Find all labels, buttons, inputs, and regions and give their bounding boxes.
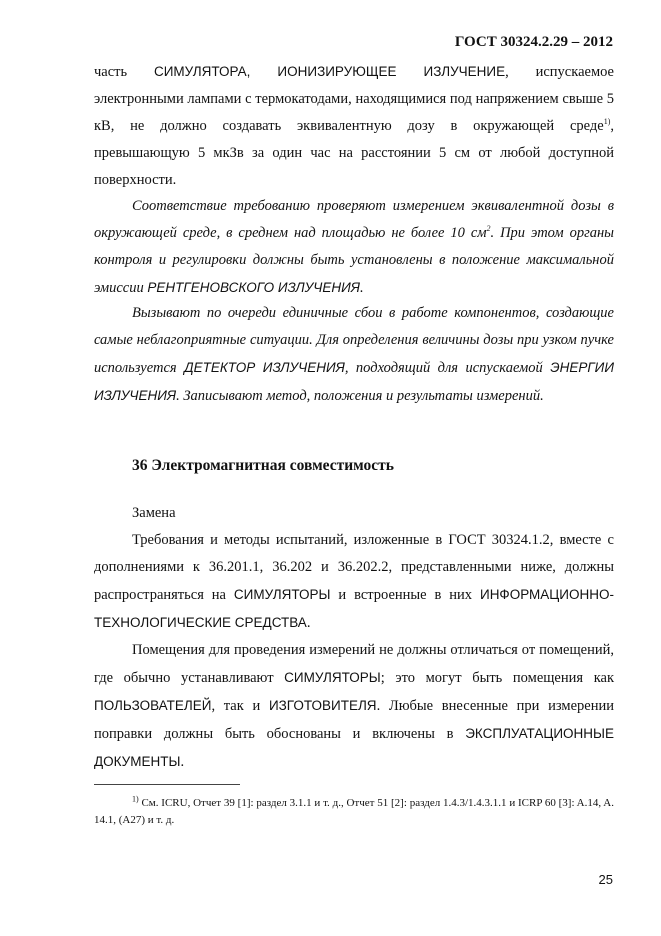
paragraph-single-faults <box>94 300 614 410</box>
text-run: и встроенные в них <box>330 587 480 603</box>
term-simulators: СИМУЛЯТОРЫ <box>284 670 381 685</box>
page-number: 25 <box>598 872 613 887</box>
text-run: Требования и методы испытаний, изложенные в ГОСТ 30324.1.2, вместе с дополнениями к 36.201.1, 36.202 и 36.202.2, представленными ниже, должны распространяться на <box>94 532 614 603</box>
footnote-marker: 1) <box>132 794 139 804</box>
term-simulators: СИМУЛЯТОРЫ <box>233 587 331 602</box>
term-it-equipment: ИНФОРМАЦИОННО-ТЕХНОЛОГИЧЕСКИЕ СРЕДСТВА <box>94 587 614 630</box>
text-run: , испускаемое электронными лампами с термокатодами, находящимися под напряжением свыше 5 кВ, не должно создавать эквивалентную дозу в окружающей среде <box>94 64 614 134</box>
text-run: . Записывают метод, положения и результаты измерений. <box>176 388 544 404</box>
footnote-text: См. ICRU, Отчет 39 [1]: раздел 3.1.1 и т. д., Отчет 51 [2]: раздел 1.4.3/1.4.3.1.1 и ICRP 60 [3]: A.14, A. 14.1, (A27) и т. д. <box>94 797 614 826</box>
section-body <box>94 500 614 776</box>
term-manufacturer: ИЗГОТОВИТЕЛЯ <box>268 698 377 713</box>
term-users: ПОЛЬЗОВАТЕЛЕЙ <box>94 698 212 713</box>
term-xray-radiation: РЕНТГЕНОВСКОГО ИЗЛУЧЕНИЯ <box>147 280 360 295</box>
section-heading: 36 Электромагнитная совместимость <box>132 457 394 474</box>
term-radiation-detector: ДЕТЕКТОР ИЗЛУЧЕНИЯ <box>184 360 345 375</box>
text-run: часть <box>94 64 154 80</box>
paragraph-measurement-rooms <box>94 637 614 776</box>
text-run: Соответствие требованию проверяют измерением эквивалентной дозы в окружающей среде, в среднем над площадью не более 10 см <box>94 198 614 241</box>
term-radiation-energy: ЭНЕРГИИ ИЗЛУЧЕНИЯ <box>94 360 614 403</box>
footnote-ref: 1) <box>603 117 611 127</box>
text-run: . <box>306 615 311 631</box>
text-run: ; это могут быть помещения как <box>380 670 614 686</box>
text-run: , подходящий для испускаемой <box>344 360 551 376</box>
text-run: Помещения для проведения измерений не должны отличаться от помещений, где обычно устанавливают <box>94 642 614 686</box>
paragraph-requirements <box>94 527 614 637</box>
text-run: . При этом органы контроля и регулировки должны быть установлены в положение максимальной эмиссии <box>94 225 614 296</box>
superscript: 2 <box>486 224 491 234</box>
footnote-divider <box>94 784 240 785</box>
footnote <box>94 795 614 829</box>
text-run: , так и <box>211 698 269 714</box>
paragraph-replacement: Замена <box>132 505 176 521</box>
paragraph-radiation-limit <box>94 58 614 194</box>
paragraph-compliance-check <box>94 193 614 302</box>
text-run: . <box>180 754 185 770</box>
term-simulator-radiation: СИМУЛЯТОРА, ИОНИЗИРУЮЩЕЕ ИЗЛУЧЕНИЕ <box>153 64 506 79</box>
term-operating-documents: ЭКСПЛУАТАЦИОННЫЕ ДОКУМЕНТЫ <box>94 726 614 769</box>
text-run: . Любые внесенные при измерении поправки должны быть обоснованы и включены в <box>94 698 614 742</box>
text-run: . <box>359 280 364 296</box>
text-run: Вызывают по очереди единичные сбои в работе компонентов, создающие самые неблагоприятные ситуации. Для определения величины дозы при узком пучке используется <box>94 305 614 376</box>
document-header: ГОСТ 30324.2.29 – 2012 <box>454 34 613 50</box>
text-run: , превышающую 5 мкЗв за один час на расстоянии 5 см от любой доступной поверхности. <box>94 118 614 188</box>
